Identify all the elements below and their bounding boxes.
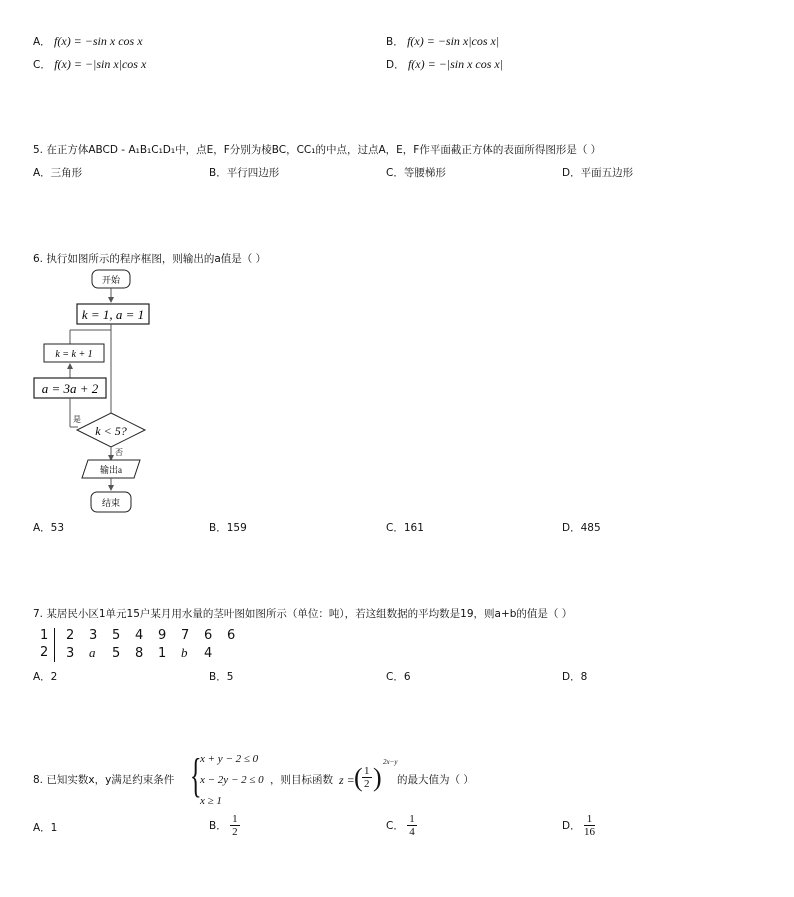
- q4-option-d-formula: f(x) = −|sin x cos x|: [407, 57, 504, 71]
- q8-constraint-2: x − 2y − 2 ≤ 0: [200, 774, 264, 786]
- leaf: 4: [204, 646, 213, 661]
- stem-row-1-leaves: [66, 628, 250, 643]
- leaf: 3: [66, 646, 75, 661]
- leaf: 5: [112, 628, 121, 643]
- q7-stem: 7. 某居民小区1单元15户某月用水量的茎叶图如图所示（单位：吨），若这组数据的平均数是19，则a+b的值是（ ）: [33, 608, 573, 620]
- stem-row-2-leaves: [66, 645, 227, 661]
- q4-option-d: [386, 57, 503, 72]
- leaf: 5: [112, 646, 121, 661]
- stem-leaf-divider: [54, 628, 55, 662]
- q8-brace: {: [190, 749, 202, 802]
- q7-option-a: A．2: [33, 671, 58, 683]
- stem-row-1-stem: 1: [40, 628, 49, 643]
- fraction-denominator: 2: [364, 778, 370, 790]
- q5-option-b: B．平行四边形: [209, 167, 280, 179]
- q5-stem: 5. 在正方体ABCD - A₁B₁C₁D₁中，点E，F分别为棱BC，CC₁的中点，过点A，E，F作平面截正方体的表面所得图形是（ ）: [33, 144, 602, 156]
- q8-stem-suffix: 的最大值为（ ）: [397, 774, 474, 786]
- q8-option-b: [209, 813, 240, 838]
- q8-option-d: [562, 813, 595, 838]
- fraction-numerator: 1: [232, 813, 238, 825]
- q4-option-c-formula: f(x) = −|sin x|cos x: [54, 57, 147, 71]
- fraction-numerator: 1: [584, 813, 595, 826]
- fraction-denominator: 16: [583, 826, 595, 838]
- fraction-denominator: 4: [409, 826, 415, 838]
- option-label: D．: [562, 820, 581, 832]
- q8-objective-exponent: 2x−y: [383, 758, 398, 766]
- option-fraction: [407, 813, 417, 838]
- q7-stem-leaf-plot: [38, 628, 258, 662]
- leaf: 7: [181, 628, 190, 643]
- leaf: 4: [135, 628, 144, 643]
- leaf: 6: [204, 628, 213, 643]
- q8-constraint-3: x ≥ 1: [200, 795, 222, 807]
- leaf: 1: [158, 646, 167, 661]
- option-label: B．: [209, 820, 227, 832]
- q8-constraint-1: x + y − 2 ≤ 0: [200, 753, 259, 765]
- q8-paren-right: ): [373, 763, 382, 792]
- fraction-denominator: 2: [232, 826, 238, 838]
- q7-option-d: D．8: [562, 671, 588, 683]
- q7-option-c: C．6: [386, 671, 411, 683]
- q6-option-b: B．159: [209, 522, 247, 534]
- q5-option-d: D．平面五边形: [562, 167, 634, 179]
- q6-option-c: C．161: [386, 522, 424, 534]
- leaf-variable-b: b: [181, 645, 188, 660]
- q6-flowchart: [30, 266, 160, 520]
- q4-option-c-label: C．: [33, 59, 51, 71]
- q4-option-a: [33, 34, 143, 49]
- q4-option-a-label: A．: [33, 36, 51, 48]
- q8-stem-prefix: 8. 已知实数x，y满足约束条件: [33, 774, 175, 786]
- leaf: 3: [89, 628, 98, 643]
- q4-option-b-label: B．: [386, 36, 404, 48]
- q5-option-c: C．等腰梯形: [386, 167, 446, 179]
- q4-option-b-formula: f(x) = −sin x|cos x|: [407, 34, 500, 48]
- flow-increment-label: k = k + 1: [55, 349, 93, 360]
- q4-option-b: [386, 34, 499, 49]
- leaf: 8: [135, 646, 144, 661]
- q8-option-c: [386, 813, 417, 838]
- flow-start-label: 开始: [101, 275, 121, 285]
- option-fraction: [584, 813, 595, 838]
- leaf: 2: [66, 628, 75, 643]
- flow-yes-label: 是: [73, 415, 81, 424]
- flow-no-label: 否: [115, 448, 123, 457]
- option-fraction: [230, 813, 240, 838]
- option-label: C．: [386, 820, 404, 832]
- q8-stem-mid: ，则目标函数: [270, 774, 333, 786]
- q6-option-a: A．53: [33, 522, 65, 534]
- fraction-numerator: 1: [364, 765, 370, 777]
- q4-option-a-formula: f(x) = −sin x cos x: [54, 34, 143, 48]
- leaf: 6: [227, 628, 236, 643]
- fraction-numerator: 1: [409, 813, 415, 825]
- flow-condition-label: k < 5?: [95, 424, 127, 438]
- leaf: 9: [158, 628, 167, 643]
- q8-option-a: A．1: [33, 822, 58, 834]
- q4-option-d-label: D．: [386, 59, 405, 71]
- flow-init-label: k = 1, a = 1: [81, 307, 145, 322]
- leaf-variable-a: a: [89, 645, 96, 660]
- q5-option-a: A．三角形: [33, 167, 83, 179]
- q6-option-d: D．485: [562, 522, 601, 534]
- q7-option-b: B．5: [209, 671, 234, 683]
- flow-end-label: 结束: [101, 498, 121, 508]
- q4-option-c: [33, 57, 146, 72]
- q8-objective-lhs: z =: [339, 773, 355, 787]
- q8-objective-base: [362, 765, 372, 790]
- q6-stem: 6. 执行如图所示的程序框图，则输出的a值是（ ）: [33, 253, 267, 265]
- q8-paren-left: (: [354, 763, 363, 792]
- flow-assign-label: a = 3a + 2: [41, 381, 99, 396]
- flow-output-label: 输出a: [100, 465, 122, 475]
- stem-row-2-stem: 2: [40, 645, 49, 660]
